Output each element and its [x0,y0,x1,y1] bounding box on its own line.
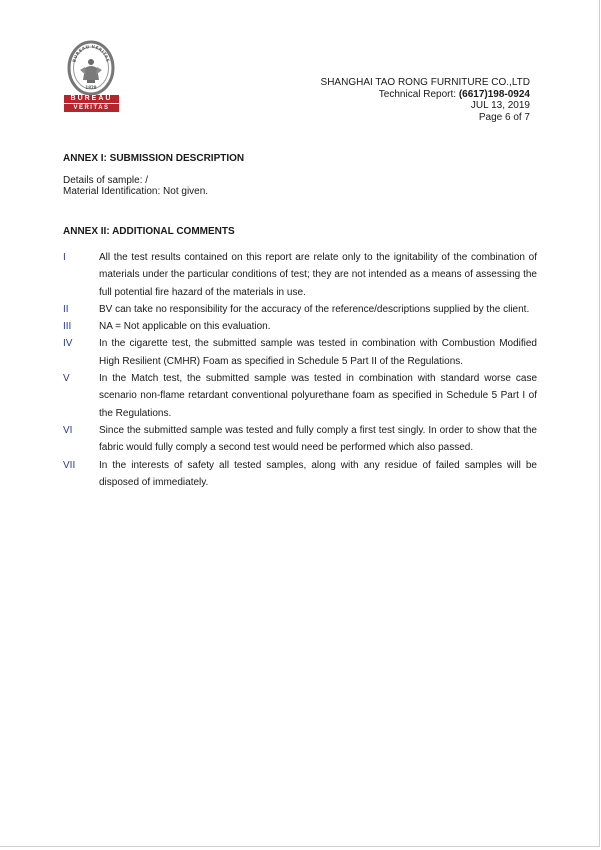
comment-item [63,422,537,457]
comments-list [63,249,537,491]
comment-number: II [63,303,69,315]
sample-details: Details of sample: / [63,175,149,186]
bureau-veritas-logo [64,40,120,112]
report-date: JUL 13, 2019 [470,100,530,111]
comment-item [63,335,537,370]
logo-band-bottom: VERITAS [64,104,119,112]
seal-icon [66,40,116,96]
comment-text: In the cigarette test, the submitted sample was tested in combination with Combustion Modified High Resilient (CMHR) Foam as specified in Schedule 5 Part II of the Regulations. [99,338,537,367]
comment-text: BV can take no responsibility for the accuracy of the reference/descriptions supplied by the client. [99,303,530,315]
comment-text: In the Match test, the submitted sample was tested in combination with standard worse case scenario non-flame retardant conventional polyurethane foam as specified in Schedule 5 Part I of the Regulations. [99,373,537,419]
comment-number: IV [63,338,73,350]
company-name: SHANGHAI TAO RONG FURNITURE CO.,LTD [320,77,530,88]
comment-item [63,370,537,422]
report-header [321,77,530,123]
comment-number: VI [63,424,73,436]
page-number: Page 6 of 7 [478,111,530,123]
report-number-line [321,89,530,101]
annex1-title: ANNEX I: SUBMISSION DESCRIPTION [63,153,245,164]
comment-number: VII [63,459,76,471]
comment-text: In the interests of safety all tested samples, along with any residue of failed samples will be disposed of immediately. [99,459,537,488]
comment-number: V [63,373,70,385]
annex2-title: ANNEX II: ADDITIONAL COMMENTS [63,226,235,237]
comment-item [63,301,537,318]
comment-text: Since the submitted sample was tested and fully comply a first test singly. In order to show that the fabric would fully comply a second test would need be performed which also passed. [99,424,537,454]
comment-text: NA = Not applicable on this evaluation. [99,321,271,333]
seal-text: BUREAU VERITAS [71,43,111,63]
comment-text: All the test results contained on this report are relate only to the ignitability of the combination of materials under the particular conditions of test; they are not intended as a means of assessing the full potential fire hazard of the materials in use. [99,252,537,298]
logo-band-top: BUREAU [64,95,119,103]
report-label: Technical Report: [378,88,459,100]
comment-item [63,318,537,335]
material-identification: Material Identification: Not given. [63,186,209,197]
seal-year: 1828 [85,85,97,90]
comment-number: I [63,252,66,263]
comment-item [63,457,537,492]
comment-number: III [63,321,72,333]
report-number: (6617)198-0924 [458,88,530,100]
comment-item [63,249,537,301]
